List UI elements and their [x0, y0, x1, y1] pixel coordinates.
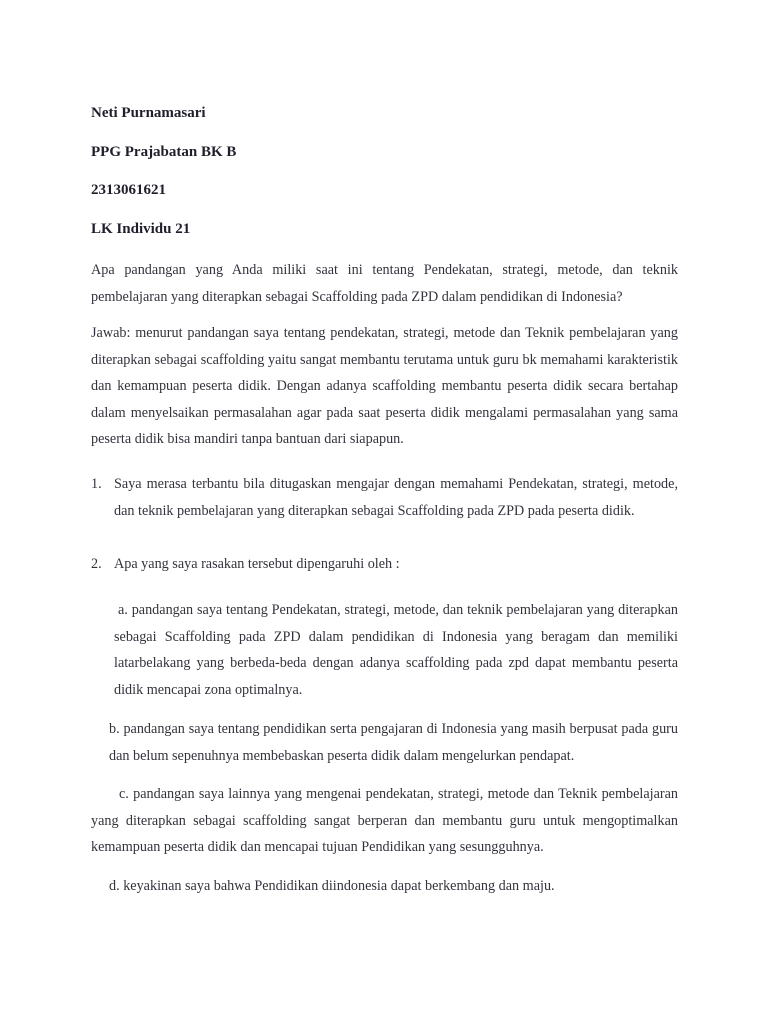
sub-point-a: a. pandangan saya tentang Pendekatan, strategi, metode, dan teknik pembelajaran yang diterapkan sebagai Scaffolding pada ZPD dalam pendidikan di Indonesia yang beragam dan memiliki latarbelakang yang berbeda-beda dengan adanya scaffolding pada zpd dapat membantu peserta didik mencapai zona optimalnya.	[114, 602, 678, 698]
list-item-text: Apa yang saya rasakan tersebut dipengaruhi oleh :	[114, 556, 400, 572]
sub-point-b: b. pandangan saya tentang pendidikan serta pengajaran di Indonesia yang masih berpusat pada guru dan belum sepenuhnya membebaskan peserta didik dalam mengelurkan pendapat.	[109, 721, 678, 764]
sub-point-d: d. keyakinan saya bahwa Pendidikan diindonesia dapat berkembang dan maju.	[109, 878, 555, 894]
question-paragraph: Apa pandangan yang Anda miliki saat ini tentang Pendekatan, strategi, metode, dan teknik pembelajaran yang diterapkan sebagai Scaffolding pada ZPD dalam pendidikan di Indonesia?	[91, 262, 678, 305]
list-item-number: 1.	[91, 476, 102, 492]
author-name: Neti Purnamasari	[91, 105, 206, 121]
list-item-number: 2.	[91, 556, 102, 572]
sub-point-c: c. pandangan saya lainnya yang mengenai pendekatan, strategi, metode dan Teknik pembelajaran yang diterapkan sebagai scaffolding sangat berperan dan membantu guru untuk mengoptimalkan kemampuan peserta didik dan mencapai tujuan Pendidikan yang sesungguhnya.	[91, 786, 678, 855]
program-name: PPG Prajabatan BK B	[91, 144, 237, 160]
student-id: 2313061621	[91, 182, 166, 198]
answer-paragraph: Jawab: menurut pandangan saya tentang pendekatan, strategi, metode dan Teknik pembelajaran yang diterapkan sebagai scaffolding yaitu sangat membantu terutama untuk guru bk memahami karakteristik dan kemampuan peserta didik. Dengan adanya scaffolding membantu peserta didik secara bertahap dalam menyelsaikan permasalahan agar pada saat peserta didik mengalami permasalahan yang sama peserta didik bisa mandiri tanpa bantuan dari siapapun.	[91, 325, 678, 447]
assignment-title: LK Individu 21	[91, 221, 191, 237]
list-item-text: Saya merasa terbantu bila ditugaskan mengajar dengan memahami Pendekatan, strategi, metode, dan teknik pembelajaran yang diterapkan sebagai Scaffolding pada ZPD pada peserta didik.	[114, 476, 678, 519]
